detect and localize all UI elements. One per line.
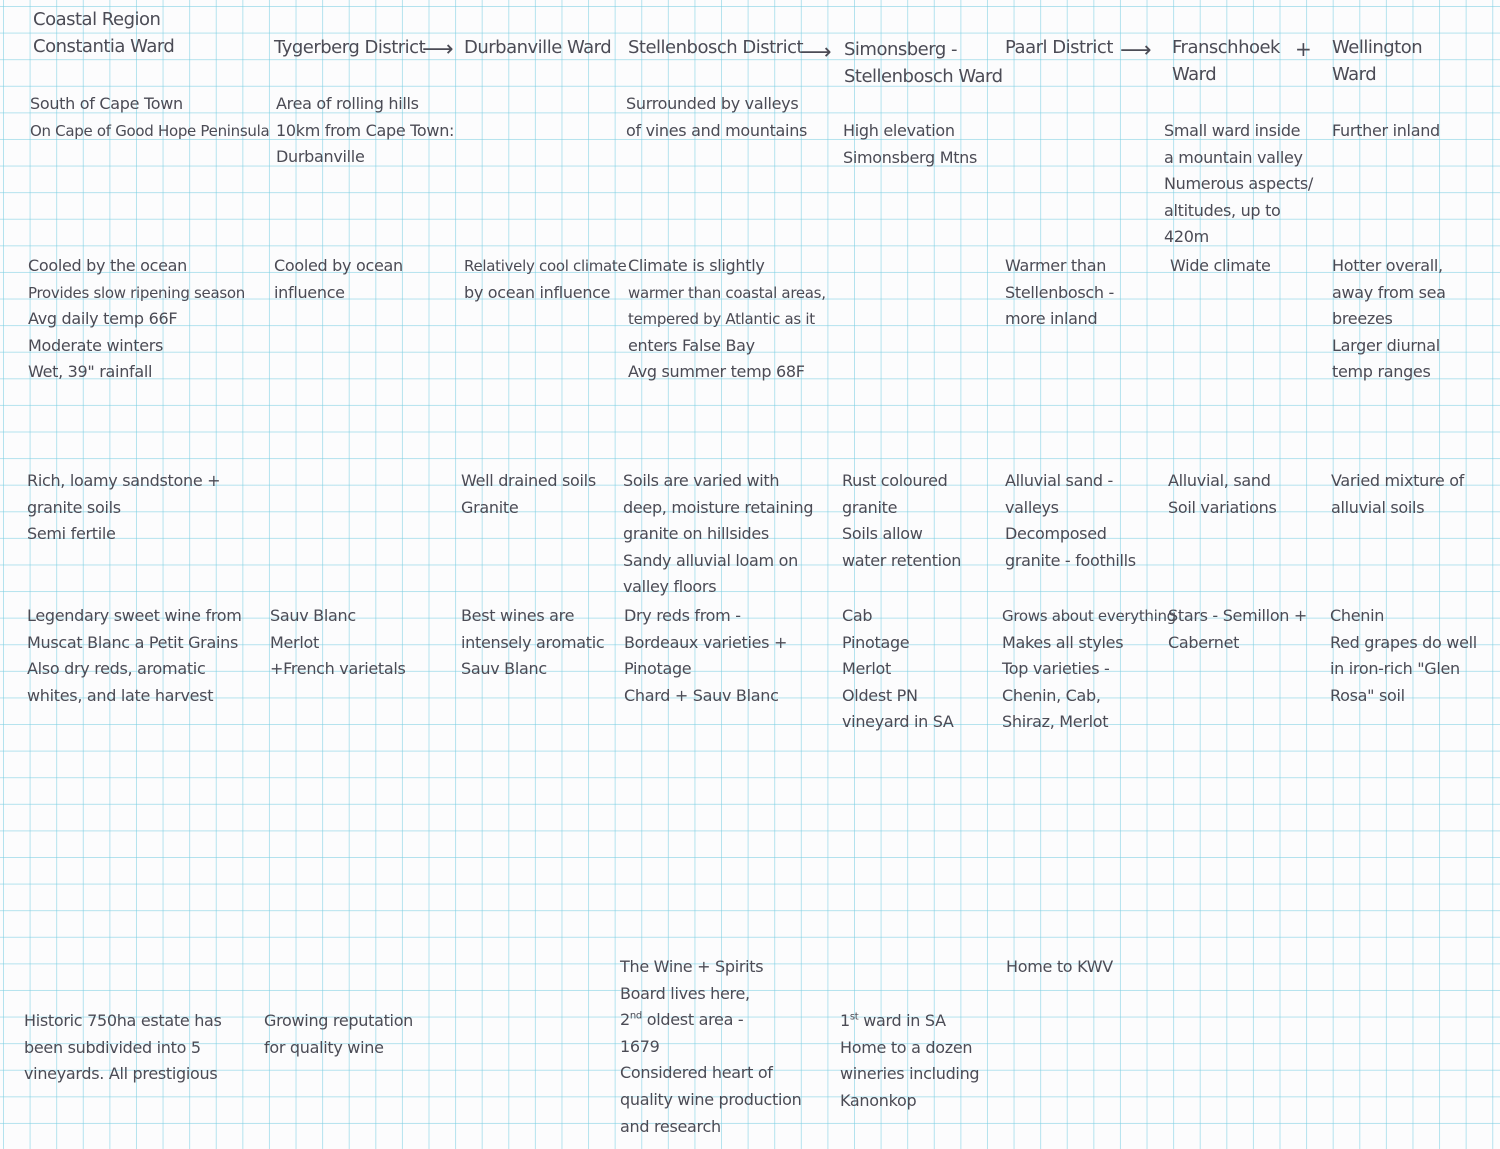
ordinal-number: 2: [620, 1010, 630, 1030]
note-line: Dry reds from -: [624, 606, 741, 625]
note-line: Larger diurnal: [1332, 335, 1440, 355]
note-line: Warmer than: [1005, 256, 1107, 275]
climate-franschhoek: [1170, 253, 1271, 280]
header-durbanville: [464, 35, 611, 62]
note-line: Stars - Semillon +: [1168, 606, 1308, 625]
location-stellenbosch: [626, 91, 807, 144]
note-line: alluvial soils: [1331, 497, 1425, 517]
notes-stellenbosch: [620, 954, 801, 1140]
note-line: Muscat Blanc a Petit Grains: [27, 632, 238, 652]
note-line: Surrounded by valleys: [626, 94, 799, 113]
note-line: Sauv Blanc: [270, 606, 356, 625]
note-line: 1679: [620, 1036, 660, 1056]
note-line: Hotter overall,: [1332, 256, 1443, 275]
header-tygerberg: [274, 35, 425, 62]
note-line: Relatively cool climate: [464, 257, 627, 275]
note-line: valleys: [1005, 497, 1059, 517]
wines-tygerberg: [270, 603, 406, 683]
note-line: The Wine + Spirits: [620, 957, 764, 976]
soil-constantia: [27, 468, 220, 548]
durbanville-ward-heading: Durbanville Ward: [464, 37, 612, 58]
note-line: Cooled by the ocean: [28, 256, 188, 275]
note-line: Granite: [461, 497, 519, 517]
note-line: a mountain valley: [1164, 147, 1303, 167]
note-line: Numerous aspects/: [1164, 174, 1313, 194]
note-line: enters False Bay: [628, 335, 755, 355]
soil-franschhoek: [1168, 468, 1277, 521]
note-line: Cooled by ocean: [274, 256, 403, 275]
first-ward-line: [840, 1008, 979, 1035]
ordinal-suffix: nd: [629, 1010, 642, 1022]
note-line: Merlot: [842, 659, 891, 679]
note-line: Decomposed: [1005, 524, 1107, 544]
climate-paarl: [1005, 253, 1114, 333]
simonsberg-heading-line2: Stellenbosch Ward: [844, 65, 1003, 87]
note-line: breezes: [1332, 309, 1393, 329]
note-line: tempered by Atlantic as it: [628, 310, 815, 329]
note-line: Oldest PN: [842, 685, 918, 705]
paarl-district-heading: Paarl District: [1005, 37, 1113, 58]
note-line: Chenin: [1330, 606, 1385, 625]
location-wellington: [1332, 118, 1440, 145]
ordinal-suffix: st: [849, 1011, 859, 1023]
climate-constantia: [28, 253, 245, 386]
note-line: in iron-rich "Glen: [1330, 659, 1460, 679]
franschhoek-heading-line1: Franschhoek: [1172, 37, 1280, 58]
oldest-area-line: [620, 1007, 801, 1034]
note-line: Home to KWV: [1006, 957, 1113, 976]
note-line: intensely aromatic: [461, 632, 605, 652]
arrow-tygerberg-to-durbanville: ⟶: [422, 37, 454, 62]
note-line: Legendary sweet wine from: [27, 606, 242, 625]
note-line: Rust coloured: [842, 471, 948, 490]
note-line: Also dry reds, aromatic: [27, 659, 206, 679]
wines-franschhoek: [1168, 603, 1307, 656]
notes-paarl: [1006, 954, 1113, 981]
note-line: Further inland: [1332, 121, 1440, 140]
note-line: Chenin, Cab,: [1002, 685, 1101, 705]
note-line: 10km from Cape Town:: [276, 120, 455, 140]
soil-stellenbosch: [623, 468, 813, 601]
note-line: Bordeaux varieties +: [624, 632, 788, 652]
location-tygerberg: [276, 91, 454, 171]
note-line: Avg daily temp 66F: [28, 309, 178, 329]
note-line: Makes all styles: [1002, 632, 1124, 652]
note-line: Provides slow ripening season: [28, 283, 245, 302]
tygerberg-district-heading: Tygerberg District: [274, 37, 426, 58]
note-line: for quality wine: [264, 1037, 384, 1057]
note-line: Top varieties -: [1002, 659, 1110, 679]
note-line: Semi fertile: [27, 524, 116, 544]
note-line: Area of rolling hills: [276, 94, 419, 113]
note-line: On Cape of Good Hope Peninsula: [30, 121, 270, 140]
note-line: Considered heart of: [620, 1063, 773, 1083]
note-line: Small ward inside: [1164, 121, 1301, 140]
header-simonsberg: [844, 37, 1003, 90]
note-line: Historic 750ha estate has: [24, 1011, 222, 1030]
note-line: Soil variations: [1168, 497, 1277, 517]
note-line: of vines and mountains: [626, 120, 808, 140]
wines-constantia: [27, 603, 242, 709]
note-line: valley floors: [623, 577, 717, 597]
note-line: Pinotage: [624, 659, 692, 679]
note-line: Alluvial, sand: [1168, 471, 1271, 490]
climate-stellenbosch: [628, 253, 826, 386]
note-line: granite - foothills: [1005, 550, 1136, 570]
header-franschhoek: [1172, 35, 1280, 88]
note-line: Pinotage: [842, 632, 910, 652]
note-line: and research: [620, 1116, 721, 1136]
climate-wellington: [1332, 253, 1446, 386]
note-line: +French varietals: [270, 659, 406, 679]
note-line: granite soils: [27, 497, 121, 517]
soil-paarl: [1005, 468, 1136, 574]
note-line: Board lives here,: [620, 983, 750, 1003]
note-line: High elevation: [843, 121, 955, 140]
note-line: Best wines are: [461, 606, 575, 625]
note-line: vineyards. All prestigious: [24, 1064, 218, 1084]
location-simonsberg: [843, 118, 977, 171]
location-constantia: [30, 91, 269, 144]
note-line: Home to a dozen: [840, 1037, 973, 1057]
note-line: Rich, loamy sandstone +: [27, 471, 221, 490]
note-line: whites, and late harvest: [27, 685, 214, 705]
note-line: temp ranges: [1332, 362, 1431, 382]
note-line: Varied mixture of: [1331, 471, 1465, 490]
wines-wellington: [1330, 603, 1477, 709]
wines-simonsberg: [842, 603, 954, 736]
header-coastal-region: [33, 7, 174, 60]
note-line: quality wine production: [620, 1089, 802, 1109]
note-line: Well drained soils: [461, 471, 596, 490]
note-line: away from sea: [1332, 282, 1446, 302]
notes-tygerberg: [264, 1008, 413, 1061]
wellington-heading-line1: Wellington: [1332, 37, 1423, 58]
region-title: Coastal Region: [33, 9, 161, 30]
note-line: Chard + Sauv Blanc: [624, 685, 779, 705]
note-line: warmer than coastal areas,: [628, 283, 826, 302]
header-stellenbosch: [628, 35, 803, 62]
note-line: Rosa" soil: [1330, 685, 1405, 705]
note-line: wineries including: [840, 1064, 980, 1084]
note-line: Soils allow: [842, 524, 923, 544]
notes-simonsberg: [840, 1008, 979, 1114]
plus-sign: +: [1295, 37, 1312, 61]
note-line: South of Cape Town: [30, 94, 183, 113]
note-line: Stellenbosch -: [1005, 282, 1115, 302]
ordinal-number: 1: [840, 1011, 850, 1030]
note-line: Cabernet: [1168, 632, 1240, 652]
note-line: vineyard in SA: [842, 712, 954, 732]
location-franschhoek: [1164, 118, 1313, 251]
note-line: Climate is slightly: [628, 256, 765, 275]
wines-paarl: [1002, 603, 1176, 736]
note-line: Merlot: [270, 632, 319, 652]
stellenbosch-district-heading: Stellenbosch District: [628, 37, 804, 58]
notes-constantia: [24, 1008, 222, 1088]
note-line: been subdivided into 5: [24, 1037, 201, 1057]
note-line: more inland: [1005, 309, 1098, 329]
ordinal-rest: ward in SA: [858, 1011, 946, 1030]
franschhoek-heading-line2: Ward: [1172, 63, 1217, 85]
header-paarl: [1005, 35, 1113, 62]
soil-simonsberg: [842, 468, 961, 574]
note-line: Wide climate: [1170, 256, 1271, 275]
soil-durbanville: [461, 468, 596, 521]
note-line: granite on hillsides: [623, 524, 769, 544]
note-line: Durbanville: [276, 147, 365, 167]
note-line: Growing reputation: [264, 1011, 414, 1030]
constantia-ward-heading: Constantia Ward: [33, 35, 175, 57]
soil-wellington: [1331, 468, 1464, 521]
note-line: deep, moisture retaining: [623, 497, 814, 517]
note-line: influence: [274, 282, 345, 302]
wines-stellenbosch: [624, 603, 787, 709]
note-line: altitudes, up to: [1164, 200, 1281, 220]
ordinal-rest: oldest area -: [641, 1010, 744, 1030]
climate-durbanville: [464, 253, 626, 306]
note-line: Sauv Blanc: [461, 659, 547, 679]
note-line: Cab: [842, 606, 873, 625]
note-line: Wet, 39" rainfall: [28, 362, 153, 382]
note-line: Simonsberg Mtns: [843, 147, 978, 167]
note-line: Shiraz, Merlot: [1002, 712, 1109, 732]
note-line: water retention: [842, 550, 962, 570]
wines-durbanville: [461, 603, 604, 683]
climate-tygerberg: [274, 253, 403, 306]
note-line: by ocean influence: [464, 282, 611, 302]
note-line: Avg summer temp 68F: [628, 362, 805, 382]
note-line: Red grapes do well: [1330, 632, 1477, 652]
note-line: Grows about everything: [1002, 607, 1176, 625]
note-line: Sandy alluvial loam on: [623, 550, 798, 570]
note-line: Moderate winters: [28, 335, 164, 355]
note-line: granite: [842, 497, 898, 517]
note-line: Alluvial sand -: [1005, 471, 1114, 490]
header-wellington: [1332, 35, 1422, 88]
arrow-stellenbosch-to-simonsberg: ⟶: [800, 40, 832, 65]
wellington-heading-line2: Ward: [1332, 63, 1377, 85]
note-line: Soils are varied with: [623, 471, 780, 490]
simonsberg-heading-line1: Simonsberg -: [844, 39, 957, 60]
note-line: 420m: [1164, 227, 1209, 247]
note-line: Kanonkop: [840, 1090, 917, 1110]
arrow-paarl-to-franschhoek: ⟶: [1120, 38, 1152, 63]
